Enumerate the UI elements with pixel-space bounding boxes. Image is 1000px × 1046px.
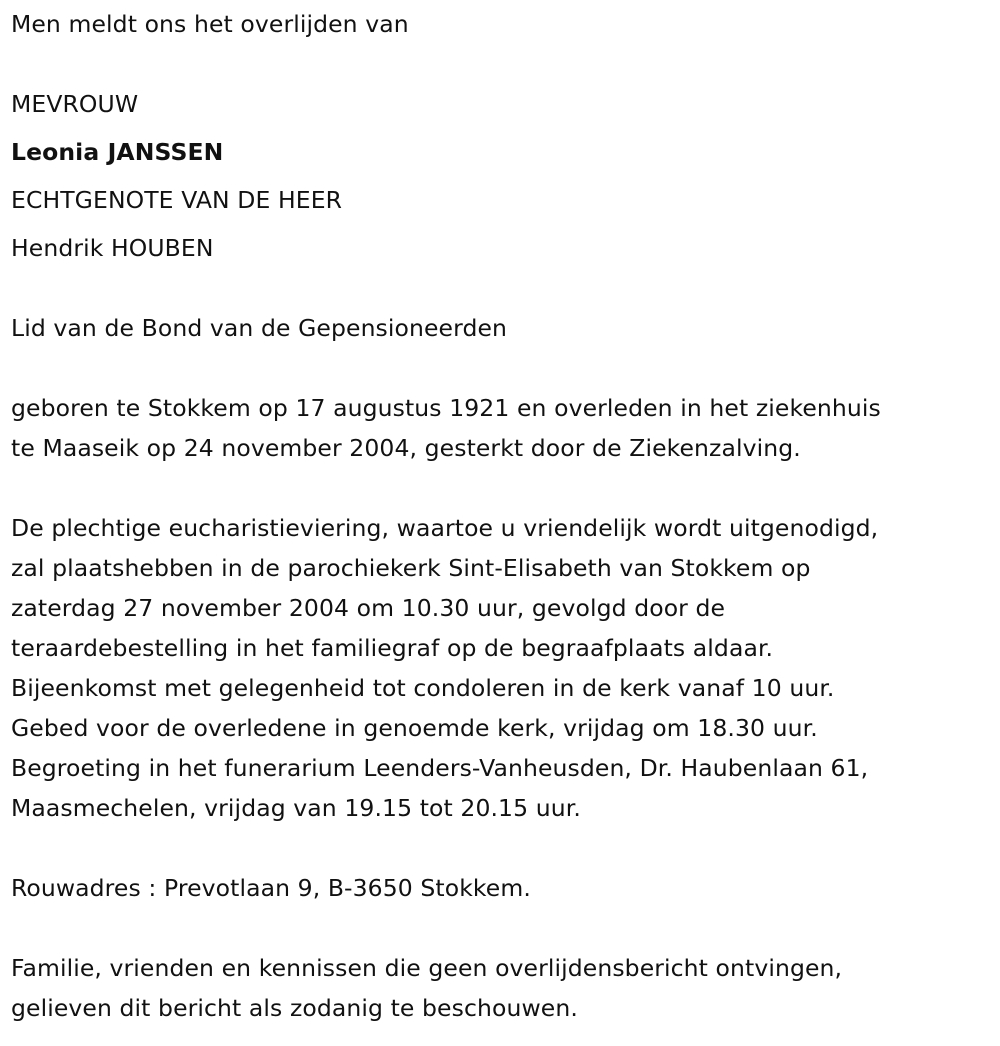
membership-line: Lid van de Bond van de Gepensioneerden (11, 314, 508, 342)
spouse-name: Hendrik HOUBEN (11, 234, 214, 262)
ceremony-line: Maasmechelen, vrijdag van 19.15 tot 20.15 uur. (11, 794, 581, 822)
title-line: MEVROUW (11, 90, 139, 118)
birth-death-line: te Maaseik op 24 november 2004, gesterkt door de Ziekenzalving. (11, 434, 801, 462)
address-line: Rouwadres : Prevotlaan 9, B-3650 Stokkem. (11, 874, 531, 902)
ceremony-line: Begroeting in het funerarium Leenders-Vanheusden, Dr. Haubenlaan 61, (11, 754, 869, 782)
intro-line: Men meldt ons het overlijden van (11, 10, 409, 38)
ceremony-line: Gebed voor de overledene in genoemde kerk, vrijdag om 18.30 uur. (11, 714, 818, 742)
ceremony-line: De plechtige eucharistieviering, waartoe u vriendelijk wordt uitgenodigd, (11, 514, 879, 542)
ceremony-line: teraardebestelling in het familiegraf op de begraafplaats aldaar. (11, 634, 774, 662)
ceremony-line: zaterdag 27 november 2004 om 10.30 uur, gevolgd door de (11, 594, 726, 622)
birth-death-line: geboren te Stokkem op 17 augustus 1921 en overleden in het ziekenhuis (11, 394, 881, 422)
spouse-label: ECHTGENOTE VAN DE HEER (11, 186, 343, 214)
closing-line: Familie, vrienden en kennissen die geen overlijdensbericht ontvingen, (11, 954, 843, 982)
closing-line: gelieven dit bericht als zodanig te beschouwen. (11, 994, 578, 1022)
ceremony-line: zal plaatshebben in de parochiekerk Sint-Elisabeth van Stokkem op (11, 554, 811, 582)
deceased-name: Leonia JANSSEN (11, 138, 224, 166)
ceremony-line: Bijeenkomst met gelegenheid tot condoleren in de kerk vanaf 10 uur. (11, 674, 835, 702)
